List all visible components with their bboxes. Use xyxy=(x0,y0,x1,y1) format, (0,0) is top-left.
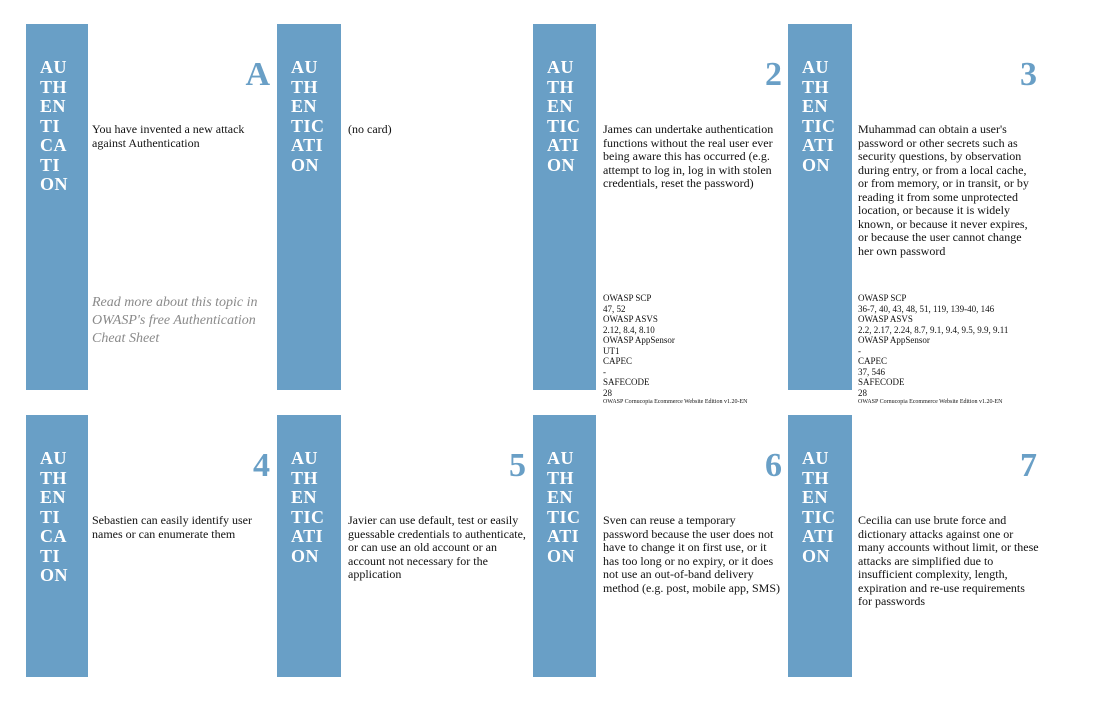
ref-label: SAFECODE xyxy=(603,377,650,387)
suit-band-card-3 xyxy=(788,24,852,390)
ref-label: OWASP ASVS xyxy=(858,314,913,324)
ref-label: CAPEC xyxy=(858,356,888,366)
suit-label: AU TH EN TIC ATI ON xyxy=(291,448,325,566)
ref-label: OWASP ASVS xyxy=(603,314,658,324)
suit-label: AU TH EN TI CA TI ON xyxy=(40,448,68,585)
card-description: Muhammad can obtain a user's password or other secrets such as security questions, by observation during entry, or from a local cache, or from memory, or in transit, or by reading it from some unprotected location, or because it is widely known, or because it never expires, or because the user cannot change her own password xyxy=(858,122,1029,258)
suit-band-blank xyxy=(277,24,341,390)
suit-label: AU TH EN TIC ATI ON xyxy=(547,448,581,566)
card-number: 2 xyxy=(765,56,782,93)
edition-footer: OWASP Cornucopia Ecommerce Website Edition v1.20-EN xyxy=(603,399,748,405)
read-more-note: Read more about this topic in OWASP's free Authentication Cheat Sheet xyxy=(92,295,258,346)
ref-label: OWASP SCP xyxy=(603,293,652,303)
suit-label: AU TH EN TIC ATI ON xyxy=(802,448,836,566)
reference-block xyxy=(858,293,1063,406)
card-number: 4 xyxy=(253,447,270,484)
reference-block xyxy=(603,293,803,406)
card-description: Sven can reuse a temporary password because the user does not have to change it on first use, or it has too long or no expiry, or it does not use an out-of-band delivery method (e.g. post, mobile app, SMS) xyxy=(603,513,780,595)
card-number: 7 xyxy=(1020,447,1037,484)
card-number: 6 xyxy=(765,447,782,484)
suit-band-card-6 xyxy=(533,415,596,677)
edition-footer: OWASP Cornucopia Ecommerce Website Edition v1.20-EN xyxy=(858,399,1003,405)
ref-value: UT1 xyxy=(603,345,620,356)
ref-value: - xyxy=(603,366,606,377)
ref-label: OWASP SCP xyxy=(858,293,907,303)
ref-label: SAFECODE xyxy=(858,377,905,387)
card-description: Sebastien can easily identify user names or can enumerate them xyxy=(92,513,252,541)
card-description: (no card) xyxy=(348,122,392,136)
card-description: Cecilia can use brute force and dictionary attacks against one or many accounts without limit, or these attacks are simplified due to insufficient complexity, length, expiration and re-use requirements for passwords xyxy=(858,513,1039,608)
ref-value: 2.2, 2.17, 2.24, 8.7, 9.1, 9.4, 9.5, 9.9, 9.11 xyxy=(858,324,1009,335)
ref-value: 37, 546 xyxy=(858,366,885,377)
card-description: Javier can use default, test or easily guessable credentials to authenticate, or can use an old account or an account not necessary for the application xyxy=(348,513,526,581)
suit-band-card-7 xyxy=(788,415,852,677)
ref-value: - xyxy=(858,345,861,356)
card-number: A xyxy=(245,56,270,93)
suit-label: AU TH EN TIC ATI ON xyxy=(291,57,325,175)
suit-label: AU TH EN TIC ATI ON xyxy=(802,57,836,175)
ref-value: 28 xyxy=(603,387,612,398)
suit-band-card-2 xyxy=(533,24,596,390)
ref-value: 47, 52 xyxy=(603,303,626,314)
ref-label: OWASP AppSensor xyxy=(858,335,930,345)
ref-value: 2.12, 8.4, 8.10 xyxy=(603,324,655,335)
card-number: 3 xyxy=(1020,56,1037,93)
card-number: 5 xyxy=(509,447,526,484)
ref-value: 36-7, 40, 43, 48, 51, 119, 139-40, 146 xyxy=(858,303,995,314)
suit-label: AU TH EN TIC ATI ON xyxy=(547,57,581,175)
suit-band-card-4 xyxy=(26,415,88,677)
suit-band-card-5 xyxy=(277,415,341,677)
ref-value: 28 xyxy=(858,387,867,398)
ref-label: CAPEC xyxy=(603,356,633,366)
card-description: James can undertake authentication functions without the real user ever being aware this has occurred (e.g. attempt to log in, log in with stolen credentials, reset the password) xyxy=(603,122,774,190)
card-description: You have invented a new attack against Authentication xyxy=(92,122,245,150)
ref-label: OWASP AppSensor xyxy=(603,335,675,345)
suit-band-card-a xyxy=(26,24,88,390)
suit-label: AU TH EN TI CA TI ON xyxy=(40,57,68,194)
